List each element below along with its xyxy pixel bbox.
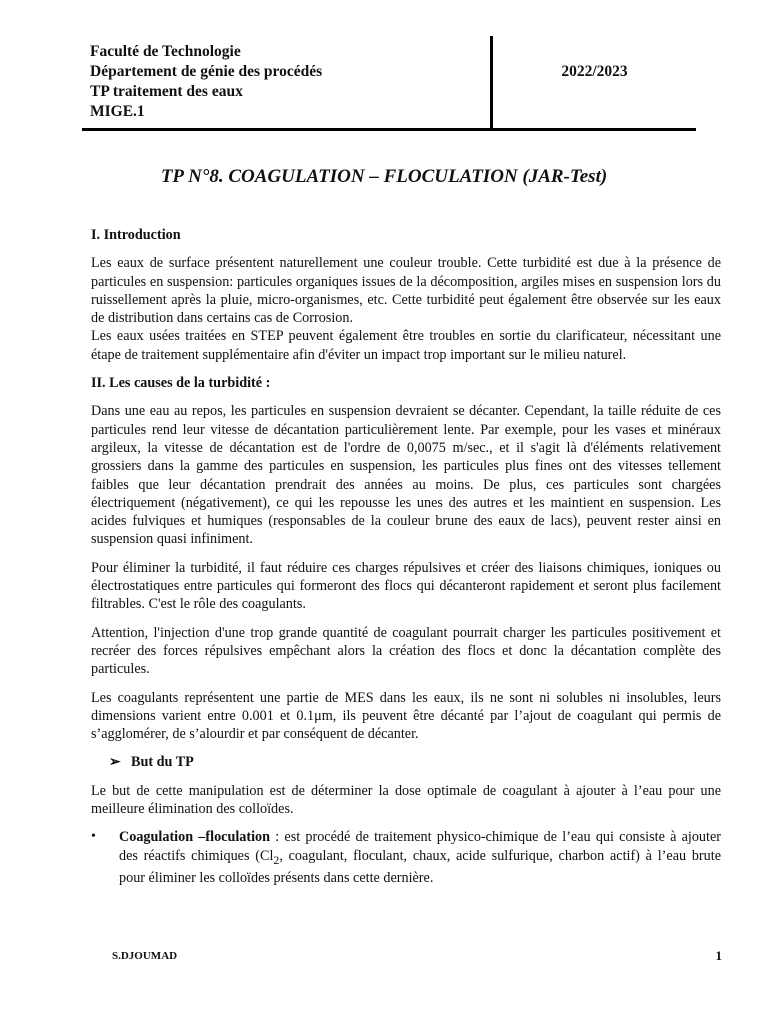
- subsection-but-du-tp: [91, 753, 721, 771]
- bullet-text-part-b: , coagulant, floculant, chaux, acide sulfurique, charbon actif) à l’eau brute pour éliminer les colloïdes présents dans cette dernière.: [119, 847, 721, 886]
- academic-year: 2022/2023: [561, 63, 628, 80]
- header-divider: [490, 36, 493, 128]
- but-paragraph: Le but de cette manipulation est de déterminer la dose optimale de coagulant à ajouter à l’eau pour une meilleure élimination des colloïdes.: [91, 782, 721, 818]
- bullet-text: [119, 828, 721, 887]
- bullet-dot-icon: •: [91, 829, 96, 845]
- footer-author: S.DJOUMAD: [112, 950, 178, 962]
- causes-paragraph-3: Attention, l'injection d'une trop grande quantité de coagulant pourrait charger les particules positivement et recréer des forces répulsives empêchant alors la création des flocs et donc la décantation complète des particules.: [91, 624, 721, 678]
- bullet-text-part-a: : est procédé de traitement physico-chimique de l’eau qui consiste à ajouter des réactifs chimiques (Cl: [119, 829, 721, 864]
- chlorine-subscript: 2: [273, 852, 280, 867]
- causes-paragraph-4: Les coagulants représentent une partie de MES dans les eaux, ils ne sont ni solubles ni insolubles, leurs dimensions varient entre 0.001 et 0.1μm, ils peuvent être décanté par l’ajout de coagulant qui permis de s’agglomérer, de s’alourdir et par conséquent de décanter.: [91, 689, 721, 743]
- section-heading-causes: II. Les causes de la turbidité :: [91, 375, 271, 392]
- section-heading-introduction: I. Introduction: [91, 227, 181, 243]
- department-line: Département de génie des procédés: [90, 63, 323, 80]
- bullet-item-coagulation: [91, 828, 721, 887]
- bullet-term: Coagulation –floculation: [119, 829, 271, 846]
- causes-paragraph-1: Dans une eau au repos, les particules en suspension devraient se décanter. Cependant, la taille réduite de ces particules rend leur vitesse de décantation particulièrement lente. Par exemple, pour les vases et minéraux argileux, la vitesse de décantation est de l'ordre de 0,0075 m/sec., et il s'agit là d'éléments relativement grossiers dans la gamme des particules en suspension, les particules plus fines ont des vitesses tellement faibles que leur décantation prendrait des années au moins. De plus, ces particules sont chargées électriquement (négativement), ce qui les repousse les unes des autres et les maintient en suspension. Les acides fulviques et humiques (responsables de la couleur brune des eaux de lacs), peuvent rester ainsi en suspension quasi infiniment.: [91, 403, 721, 548]
- intro-paragraph-2: Les eaux usées traitées en STEP peuvent également être troubles en sortie du clarificateur, nécessitant une étape de traitement supplémentaire afin d'éviter un impact trop important sur le milieu naturel.: [91, 328, 721, 363]
- intro-paragraph-1: Les eaux de surface présentent naturellement une couleur trouble. Cette turbidité est due à la présence de particules en suspension: particules organiques issues de la décomposition, argiles mises en suspension lors du ruissellement après la pluie, micro-organismes, etc. Cette turbidité peut également être observée sur les eaux de distribution dans certains cas de Corrosion.: [91, 255, 721, 327]
- institution-block: [90, 42, 322, 122]
- course-line: TP traitement des eaux: [90, 83, 243, 100]
- document-header: [82, 36, 696, 131]
- arrow-bullet-icon: ➢: [109, 754, 121, 771]
- causes-paragraph-2: Pour éliminer la turbidité, il faut réduire ces charges répulsives et créer des liaisons chimiques, ioniques ou électrostatiques entre particules qui formeront des flocs qui décanteront rapidement et seront plus facilement filtrables. C'est le rôle des coagulants.: [91, 559, 721, 613]
- subsection-heading: But du TP: [131, 754, 194, 771]
- page-number: 1: [715, 948, 722, 963]
- document-title: TP N°8. COAGULATION – FLOCULATION (JAR-Test): [160, 166, 608, 187]
- level-line: MIGE.1: [90, 103, 145, 120]
- document-body: [91, 226, 721, 887]
- faculty-line: Faculté de Technologie: [90, 43, 241, 60]
